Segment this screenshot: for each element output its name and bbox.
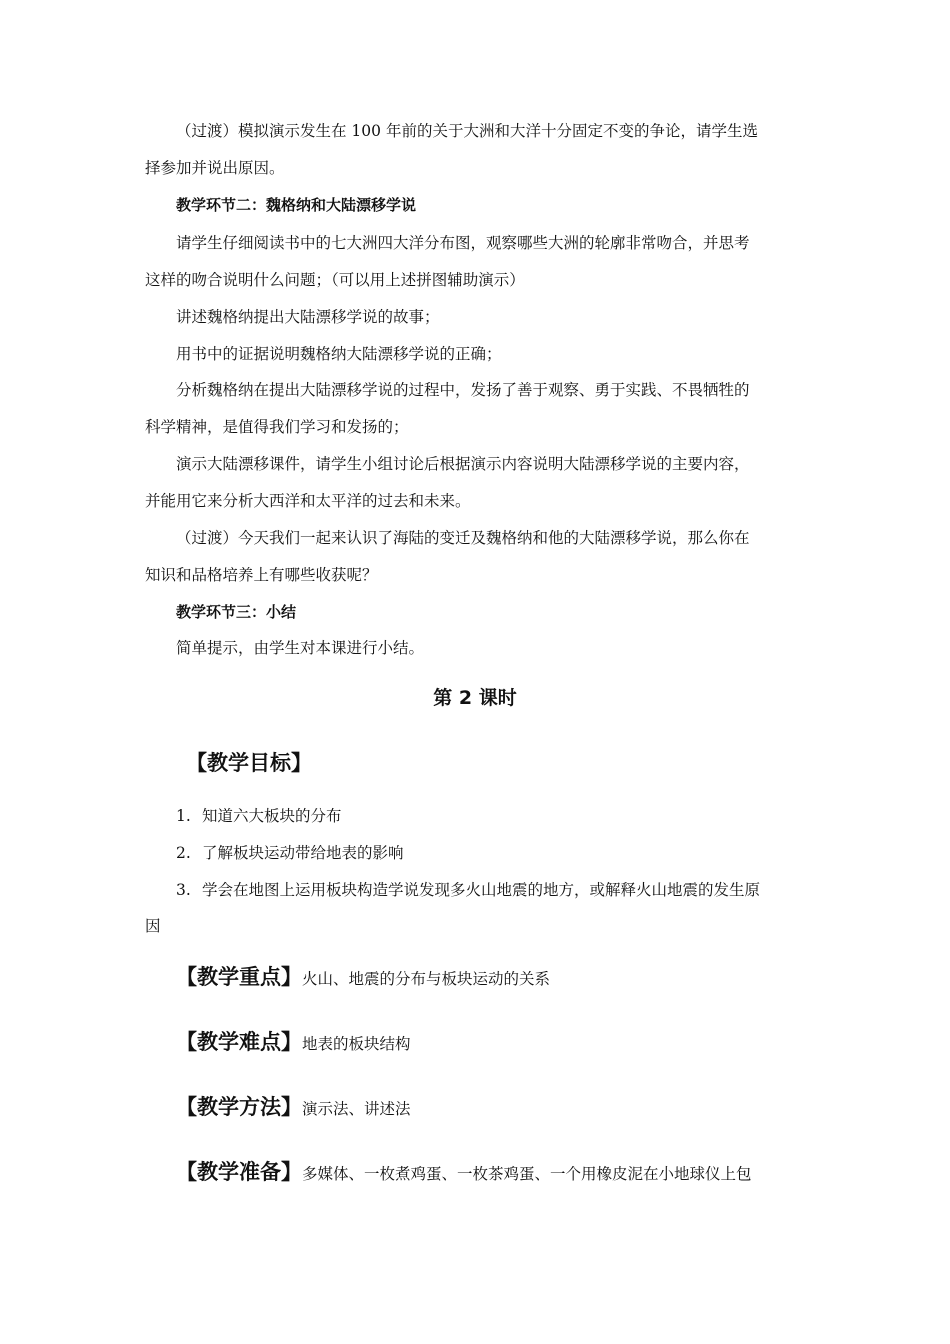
method-text: 演示法、讲述法 [302, 1100, 411, 1118]
paragraph-3: 讲述魏格纳提出大陆漂移学说的故事； [176, 308, 440, 326]
paragraph-8: 简单提示，由学生对本课进行小结。 [176, 639, 425, 657]
goal-number: 2. [176, 844, 191, 862]
goal-item-2 [176, 843, 404, 863]
paragraph-4: 用书中的证据说明魏格纳大陆漂移学说的正确； [176, 345, 502, 363]
key-point-text: 火山、地震的分布与板块运动的关系 [302, 970, 551, 988]
preparation-row [176, 1158, 752, 1188]
goal-item-3 [176, 880, 760, 900]
paragraph-6-line-2: 并能用它来分析大西洋和太平洋的过去和未来。 [145, 492, 471, 510]
lesson-title: 第 2 课时 [433, 687, 517, 709]
paragraph-5-line-1: 分析魏格纳在提出大陆漂移学说的过程中，发扬了善于观察、勇于实践、不畏牺牲的 [176, 381, 750, 399]
key-point-label: 【教学重点】 [176, 965, 302, 989]
key-point-row [176, 963, 550, 993]
goal-number: 3. [176, 881, 191, 899]
goals-title: 【教学目标】 [186, 751, 312, 775]
paragraph-5-line-2: 科学精神，是值得我们学习和发扬的； [145, 418, 409, 436]
preparation-label: 【教学准备】 [176, 1160, 302, 1184]
transition-paragraph-2-line-2: 知识和品格培养上有哪些收获呢？ [145, 566, 378, 584]
paragraph-2-line-1: 请学生仔细阅读书中的七大洲四大洋分布图，观察哪些大洲的轮廓非常吻合，并思考 [176, 234, 750, 252]
difficulty-text: 地表的板块结构 [302, 1035, 411, 1053]
goal-number: 1. [176, 807, 191, 825]
goal-item-1 [176, 806, 342, 826]
transition-paragraph-1-line-2: 择参加并说出原因。 [145, 159, 285, 177]
paragraph-2-line-2: 这样的吻合说明什么问题；（可以用上述拼图辅助演示） [145, 271, 525, 289]
difficulty-label: 【教学难点】 [176, 1030, 302, 1054]
goal-text: 了解板块运动带给地表的影响 [202, 844, 404, 862]
goal-text: 知道六大板块的分布 [202, 807, 342, 825]
transition-paragraph-1-line-1: （过渡）模拟演示发生在 100 年前的关于大洲和大洋十分固定不变的争论，请学生选 [176, 122, 758, 140]
method-label: 【教学方法】 [176, 1095, 302, 1119]
difficulty-row [176, 1028, 411, 1058]
method-row [176, 1093, 411, 1123]
paragraph-6-line-1: 演示大陆漂移课件，请学生小组讨论后根据演示内容说明大陆漂移学说的主要内容， [176, 455, 750, 473]
section-heading-2: 教学环节二：魏格纳和大陆漂移学说 [176, 196, 417, 214]
transition-paragraph-2-line-1: （过渡）今天我们一起来认识了海陆的变迁及魏格纳和他的大陆漂移学说，那么你在 [176, 529, 750, 547]
goal-text: 学会在地图上运用板块构造学说发现多火山地震的地方，或解释火山地震的发生原 [202, 881, 761, 899]
section-heading-3: 教学环节三：小结 [176, 603, 297, 621]
preparation-text: 多媒体、一枚煮鸡蛋、一枚茶鸡蛋、一个用橡皮泥在小地球仪上包 [302, 1165, 752, 1183]
goal-item-3-continuation: 因 [145, 917, 161, 935]
